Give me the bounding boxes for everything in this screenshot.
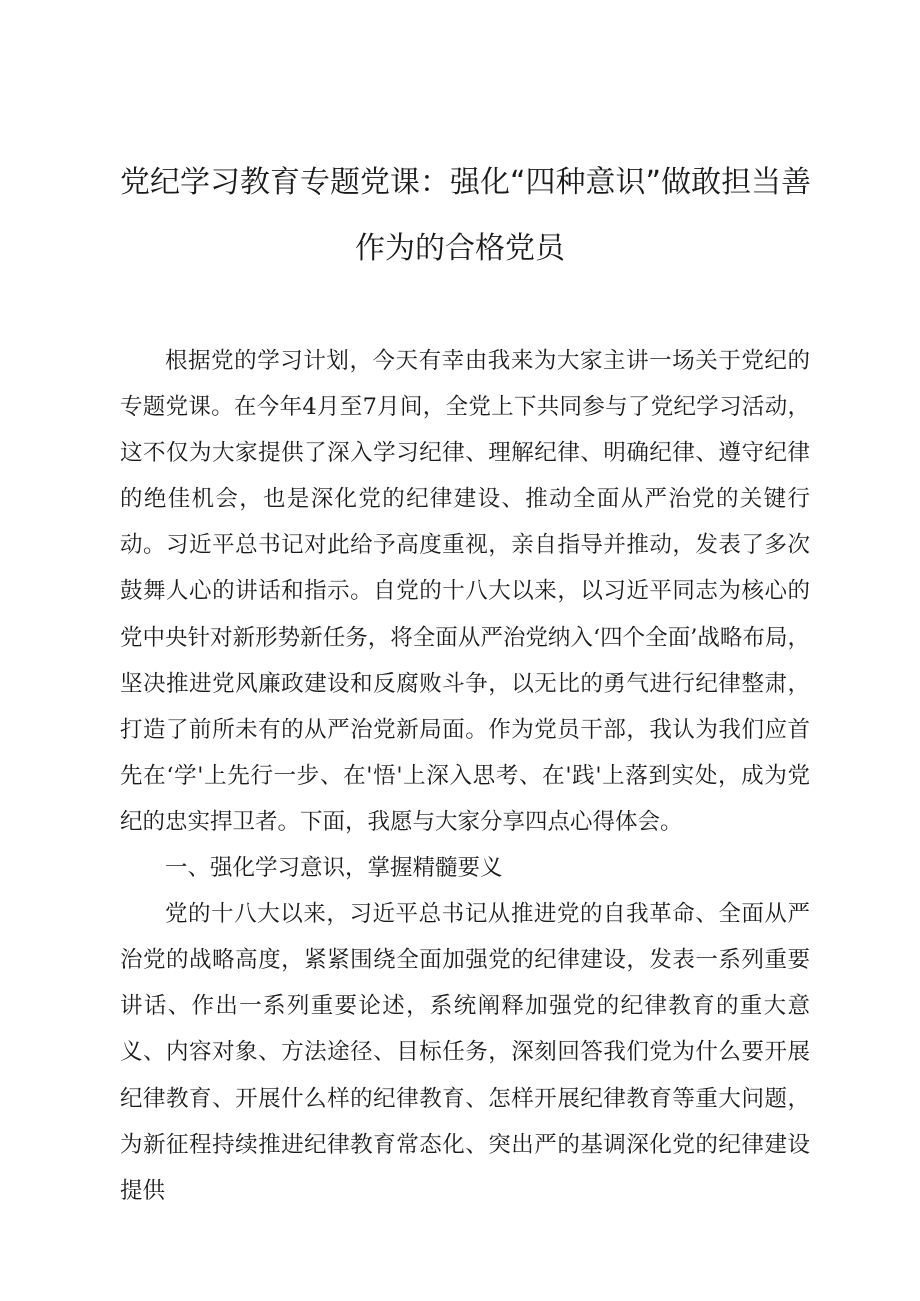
title-line-2: 作为的合格党员: [355, 231, 565, 266]
title-line-1: 党纪学习教育专题党课：强化“四种意识”做敢担当善: [120, 165, 812, 200]
section-heading-1: 一、强化学习意识，掌握精髓要义: [165, 855, 503, 882]
paragraph-section-1: 党的十八大以来，习近平总书记从推进党的自我革命、全面从严治党的战略高度，紧紧围绕全面加强党的纪律建设，发表一系列重要讲话、作出一系列重要论述，系统阐释加强党的纪律教育的重大意义、内容对象、方法途径、目标任务，深刻回答我们党为什么要开展纪律教育、开展什么样的纪律教育、怎样开展纪律教育等重大问题，为新征程持续推进纪律教育常态化、突出严的基调深化党的纪律建设提供: [120, 901, 810, 1204]
document-title: [120, 150, 812, 282]
document-body: [120, 338, 810, 1214]
paragraph-intro: 根据党的学习计划，今天有幸由我来为大家主讲一场关于党纪的专题党课。在今年4月至7月间，全党上下共同参与了党纪学习活动，这不仅为大家提供了深入学习纪律、理解纪律、明确纪律、遵守纪律的绝佳机会，也是深化党的纪律建设、推动全面从严治党的关键行动。习近平总书记对此给予高度重视，亲自指导并推动，发表了多次鼓舞人心的讲话和指示。自党的十八大以来，以习近平同志为核心的党中央针对新形势新任务，将全面从严治党纳入‘四个全面’战略布局，坚决推进党风廉政建设和反腐败斗争，以无比的勇气进行纪律整肃，打造了前所未有的从严治党新局面。作为党员干部，我认为我们应首先在‘学'上先行一步、在'悟'上深入思考、在'践'上落到实处，成为党纪的忠实捍卫者。下面，我愿与大家分享四点心得体会。: [120, 348, 810, 835]
